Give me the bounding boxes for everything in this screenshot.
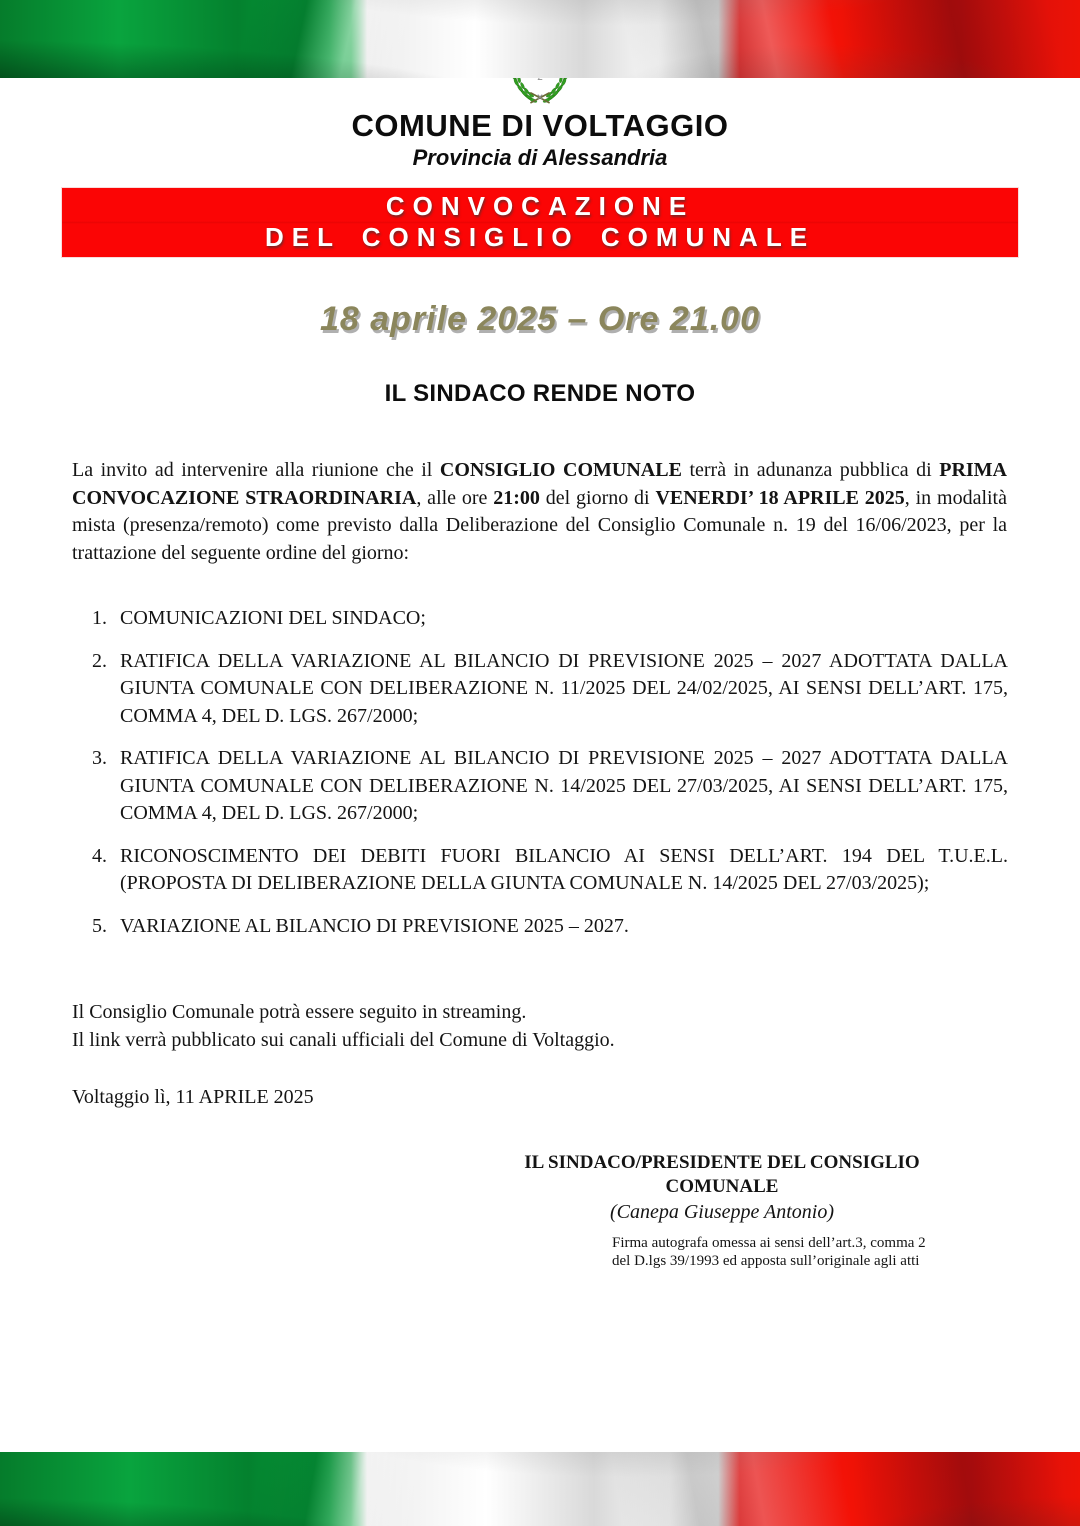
agenda-item-text: RATIFICA DELLA VARIAZIONE AL BILANCIO DI PREVISIONE 2025 – 2027 ADOTTATA DALLA GIUNTA COMUNALE CON DELIBERAZIONE N. 11/2025 DEL 24/02/2025, AI SENSI DELL’ART. 175, COMMA 4, DEL D. LGS. 267/2000; (120, 649, 1008, 727)
intro-segment: La invito ad intervenire alla riunione che il (72, 459, 440, 481)
streaming-info (72, 998, 1008, 1054)
intro-segment: , alle ore (416, 486, 494, 509)
italian-flag-banner-top (0, 0, 1080, 78)
streaming-line1: Il Consiglio Comunale potrà essere seguito in streaming. (72, 1001, 527, 1023)
agenda-item-text: RICONOSCIMENTO DEI DEBITI FUORI BILANCIO AI SENSI DELL’ART. 194 DEL T.U.E.L. (PROPOSTA DI DELIBERAZIONE DELLA GIUNTA COMUNALE N. 14/2025 DEL 27/03/2025); (120, 844, 1008, 894)
intro-segment-bold: 21:00 (493, 486, 540, 509)
disclaimer-line2: del D.lgs 39/1993 ed apposta sull’originale agli atti (612, 1253, 920, 1269)
agenda-item-number: 3. (92, 747, 107, 769)
agenda-item-text: VARIAZIONE AL BILANCIO DI PREVISIONE 2025 – 2027. (120, 914, 629, 937)
intro-segment-bold: CONSIGLIO COMUNALE (439, 459, 682, 481)
province-name: Provincia di Alessandria (412, 145, 668, 170)
agenda-item (92, 648, 1008, 731)
agenda-item-number: 2. (92, 649, 107, 672)
agenda-item-text: RATIFICA DELLA VARIAZIONE AL BILANCIO DI PREVISIONE 2025 – 2027 ADOTTATA DALLA GIUNTA COMUNALE CON DELIBERAZIONE N. 14/2025 DEL 27/03/2025, AI SENSI DELL’ART. 175, COMMA 4, DEL D. LGS. 267/2000; (120, 747, 1008, 824)
convocation-banner (62, 188, 1018, 257)
agenda-item (92, 745, 1008, 828)
signature-disclaimer (612, 1234, 932, 1270)
notice-heading: IL SINDACO RENDE NOTO (384, 380, 696, 407)
agenda-item (92, 605, 1008, 633)
signer-title: IL SINDACO/PRESIDENTE DEL CONSIGLIO COMUNALE (524, 1152, 920, 1197)
agenda-item-number: 1. (92, 607, 107, 629)
banner-line2: DEL CONSIGLIO COMUNALE (264, 222, 816, 252)
intro-segment: , in modalità mista (presenza/remoto) come previsto dalla Deliberazione del Consiglio Comunale n. 19 del 16/06/2023, per la trattazione del seguente ordine del giorno: (72, 486, 1007, 564)
place-and-date: Voltaggio lì, 11 APRILE 2025 (72, 1086, 314, 1108)
agenda-item-number: 5. (92, 914, 107, 937)
intro-paragraph (72, 457, 1007, 567)
signature-block (492, 1151, 952, 1270)
intro-segment-bold: PRIMA CONVOCAZIONE STRAORDINARIA (72, 459, 1007, 509)
streaming-line2: Il link verrà pubblicato sui canali ufficiali del Comune di Voltaggio. (72, 1029, 615, 1051)
session-datetime: 18 aprile 2025 – Ore 21.00 (320, 300, 760, 338)
agenda-item-number: 4. (92, 844, 107, 867)
intro-segment: del giorno di (539, 486, 656, 509)
agenda-item-text: COMUNICAZIONI DEL SINDACO; (120, 607, 426, 629)
banner-line1: CONVOCAZIONE (385, 191, 695, 221)
disclaimer-line1: Firma autografa omessa ai sensi dell’art.3, comma 2 (612, 1235, 926, 1251)
municipality-name: COMUNE DI VOLTAGGIO (351, 108, 729, 143)
agenda-list (92, 605, 1008, 940)
intro-segment-bold: VENERDI’ 18 APRILE 2025 (655, 486, 905, 509)
italian-flag-banner-bottom (0, 1452, 1080, 1526)
intro-segment: terrà in adunanza pubblica di (681, 459, 940, 481)
agenda-item (92, 843, 1008, 898)
agenda-item (92, 913, 1008, 941)
signer-name: (Canepa Giuseppe Antonio) (609, 1201, 835, 1223)
